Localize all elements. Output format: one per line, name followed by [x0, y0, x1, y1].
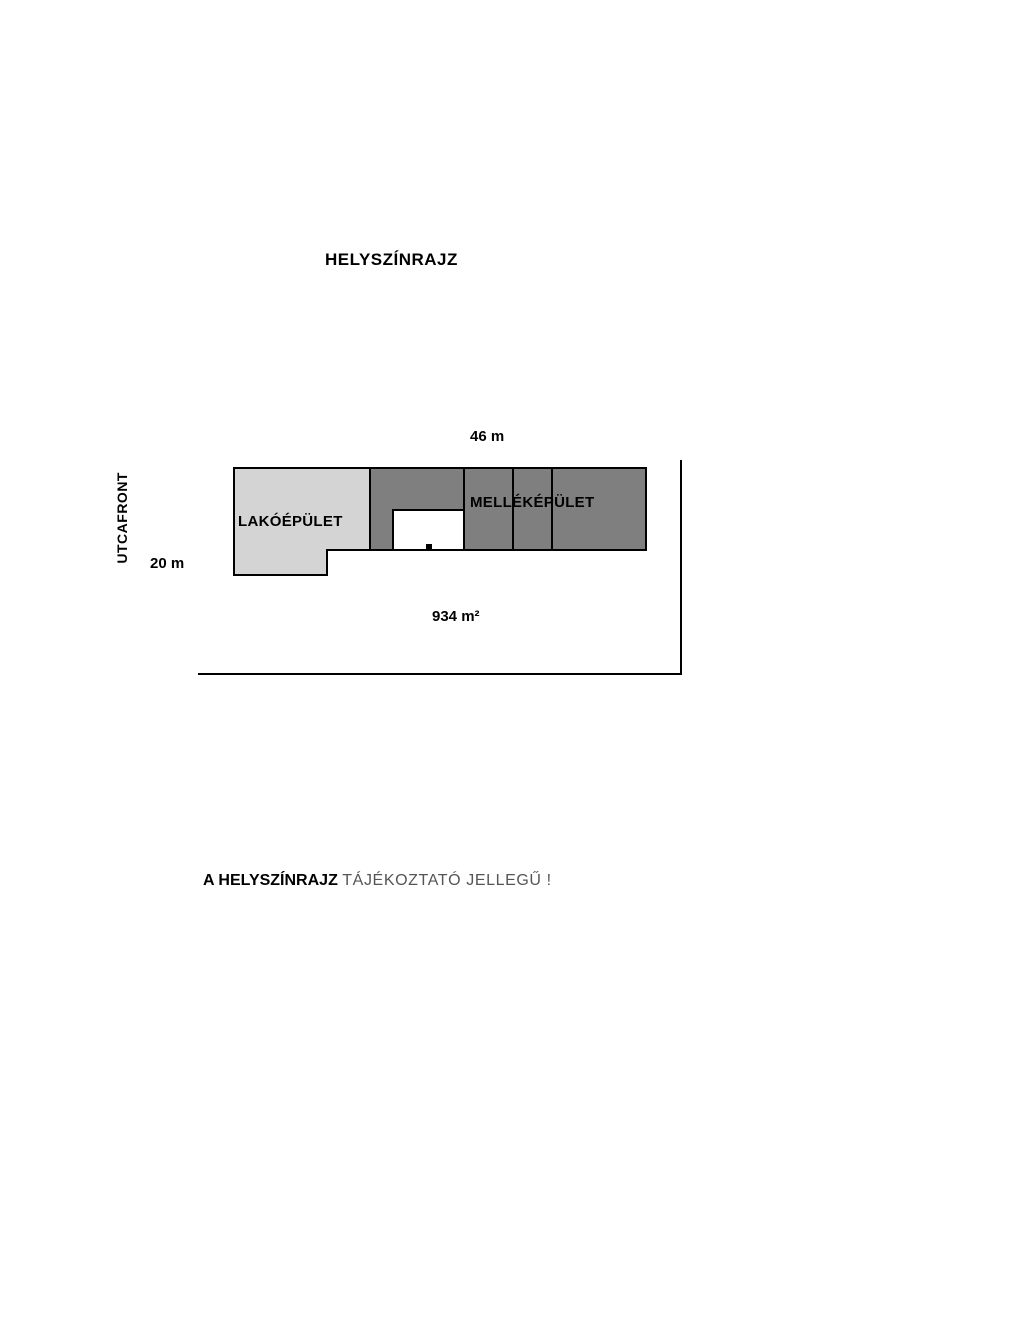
- disclaimer-note-soft: TÁJÉKOZTATÓ JELLEGŰ !: [342, 872, 552, 889]
- page-title: HELYSZÍNRAJZ: [325, 250, 458, 269]
- building-annex-label: MELLÉKÉPÜLET: [470, 494, 595, 511]
- street-front-label: UTCAFRONT: [114, 472, 130, 564]
- site-plan-drawing: [114, 420, 710, 690]
- building-inner-mark: [426, 544, 432, 549]
- dimension-top-label: 46 m: [470, 428, 505, 445]
- dimension-left-label: 20 m: [150, 555, 185, 572]
- disclaimer-note: [203, 872, 552, 890]
- buildings-group: [150, 420, 710, 690]
- disclaimer-note-strong: A HELYSZÍNRAJZ: [203, 872, 338, 889]
- plot-area-label: 934 m²: [432, 608, 480, 625]
- building-house-label: LAKÓÉPÜLET: [238, 513, 343, 530]
